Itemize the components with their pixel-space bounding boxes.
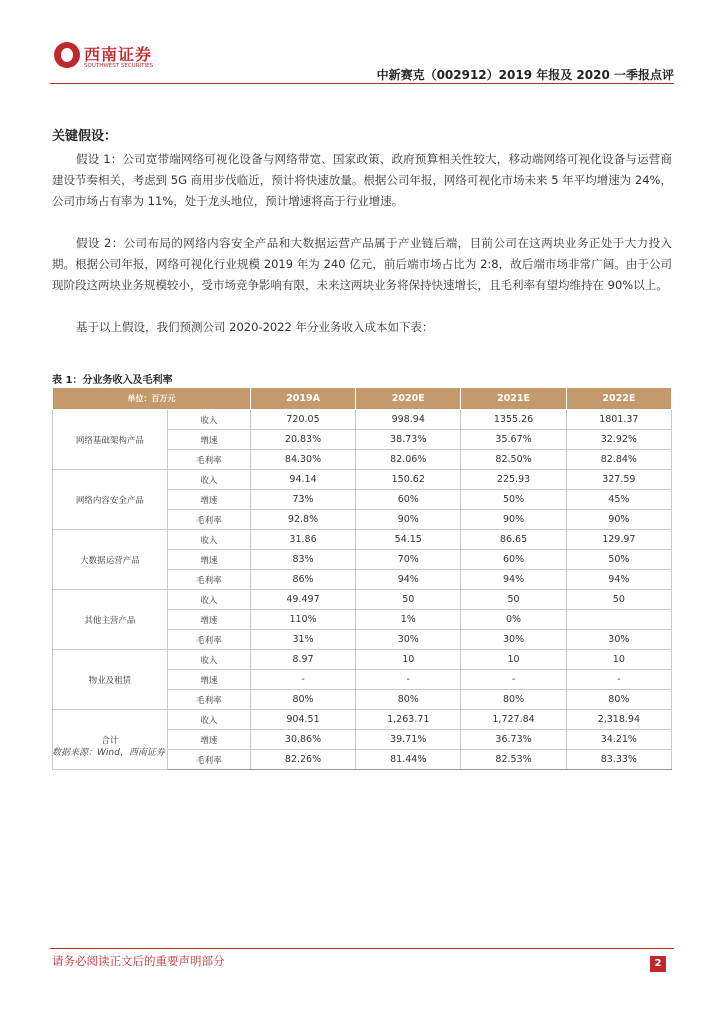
- value-cell: 83.33%: [566, 750, 671, 770]
- value-cell: 86.65: [461, 530, 566, 550]
- unit-header: 单位：百万元: [53, 388, 251, 410]
- value-cell: 82.06%: [356, 450, 461, 470]
- value-cell: 83%: [250, 550, 355, 570]
- value-cell: 94%: [356, 570, 461, 590]
- value-cell: 50%: [461, 490, 566, 510]
- value-cell: 82.53%: [461, 750, 566, 770]
- year-header: 2019A: [250, 388, 355, 410]
- value-cell: 20.83%: [250, 430, 355, 450]
- value-cell: [566, 610, 671, 630]
- logo-english-name: SOUTHWEST SECURITIES: [84, 63, 154, 69]
- value-cell: 30.86%: [250, 730, 355, 750]
- value-cell: 90%: [461, 510, 566, 530]
- value-cell: 70%: [356, 550, 461, 570]
- segment-name: 合计: [53, 710, 168, 770]
- metric-label: 毛利率: [167, 750, 250, 770]
- metric-label: 收入: [167, 530, 250, 550]
- metric-label: 增速: [167, 490, 250, 510]
- value-cell: 1,727.84: [461, 710, 566, 730]
- value-cell: 80%: [250, 690, 355, 710]
- metric-label: 收入: [167, 410, 250, 430]
- table-row: [53, 590, 672, 610]
- paragraph-assumption-2: 假设 2：公司布局的网络内容安全产品和大数据运营产品属于产业链后端，目前公司在这两块业务正处于大力投入期。根据公司年报，网络可视化行业规模 2019 年为 240 亿元，前后端市场占比为 2:8，故后端市场非常广阔。由于公司现阶段这两块业务规模较小，受市场竞争影响有限，未来这两块业务将保持快速增长，且毛利率有望均维持在 90%以上。: [52, 236, 672, 292]
- value-cell: 94%: [566, 570, 671, 590]
- value-cell: 86%: [250, 570, 355, 590]
- metric-label: 增速: [167, 430, 250, 450]
- year-header: 2020E: [356, 388, 461, 410]
- value-cell: 94%: [461, 570, 566, 590]
- value-cell: 94.14: [250, 470, 355, 490]
- value-cell: 225.93: [461, 470, 566, 490]
- value-cell: 904.51: [250, 710, 355, 730]
- table-row: [53, 530, 672, 550]
- disclaimer-notice: 请务必阅读正文后的重要声明部分: [52, 954, 225, 968]
- table-row: [53, 710, 672, 730]
- data-source: 数据来源：Wind，西南证券: [52, 748, 165, 758]
- value-cell: 60%: [461, 550, 566, 570]
- footer-divider: [50, 948, 674, 949]
- value-cell: 80%: [566, 690, 671, 710]
- value-cell: 1%: [356, 610, 461, 630]
- value-cell: 31%: [250, 630, 355, 650]
- value-cell: 82.50%: [461, 450, 566, 470]
- segment-name: 其他主营产品: [53, 590, 168, 650]
- metric-label: 增速: [167, 610, 250, 630]
- metric-label: 增速: [167, 670, 250, 690]
- segment-name: 网络内容安全产品: [53, 470, 168, 530]
- table-row: [53, 410, 672, 430]
- value-cell: 49.497: [250, 590, 355, 610]
- value-cell: 35.67%: [461, 430, 566, 450]
- value-cell: 84.30%: [250, 450, 355, 470]
- value-cell: 30%: [461, 630, 566, 650]
- metric-label: 收入: [167, 590, 250, 610]
- value-cell: 50: [356, 590, 461, 610]
- metric-label: 毛利率: [167, 690, 250, 710]
- logo-name: 西南证券: [84, 45, 153, 64]
- value-cell: 8.97: [250, 650, 355, 670]
- logo-mark-icon: [54, 42, 80, 68]
- value-cell: 50%: [566, 550, 671, 570]
- paragraph-forecast-intro: 基于以上假设，我们预测公司 2020-2022 年分业务收入成本如下表：: [76, 320, 434, 334]
- value-cell: -: [461, 670, 566, 690]
- value-cell: 31.86: [250, 530, 355, 550]
- metric-label: 毛利率: [167, 510, 250, 530]
- value-cell: 92.8%: [250, 510, 355, 530]
- value-cell: 90%: [356, 510, 461, 530]
- value-cell: 10: [356, 650, 461, 670]
- value-cell: -: [250, 670, 355, 690]
- value-cell: 110%: [250, 610, 355, 630]
- value-cell: 150.62: [356, 470, 461, 490]
- page-number: 2: [650, 956, 666, 972]
- table-row: [53, 650, 672, 670]
- header-divider: [50, 83, 674, 84]
- page-header: [50, 40, 674, 80]
- value-cell: 1801.37: [566, 410, 671, 430]
- value-cell: 0%: [461, 610, 566, 630]
- value-cell: 1,263.71: [356, 710, 461, 730]
- value-cell: -: [356, 670, 461, 690]
- metric-label: 增速: [167, 550, 250, 570]
- value-cell: 90%: [566, 510, 671, 530]
- value-cell: 10: [461, 650, 566, 670]
- value-cell: 50: [461, 590, 566, 610]
- metric-label: 毛利率: [167, 450, 250, 470]
- value-cell: 60%: [356, 490, 461, 510]
- value-cell: 54.15: [356, 530, 461, 550]
- value-cell: 81.44%: [356, 750, 461, 770]
- value-cell: 10: [566, 650, 671, 670]
- value-cell: 39.71%: [356, 730, 461, 750]
- value-cell: 32.92%: [566, 430, 671, 450]
- company-logo: [50, 40, 180, 76]
- table-header-row: [53, 388, 672, 410]
- metric-label: 收入: [167, 470, 250, 490]
- value-cell: 82.26%: [250, 750, 355, 770]
- segment-name: 网络基础架构产品: [53, 410, 168, 470]
- value-cell: 38.73%: [356, 430, 461, 450]
- value-cell: 82.84%: [566, 450, 671, 470]
- value-cell: 34.21%: [566, 730, 671, 750]
- table-row: [53, 470, 672, 490]
- value-cell: 36.73%: [461, 730, 566, 750]
- value-cell: -: [566, 670, 671, 690]
- value-cell: 2,318.94: [566, 710, 671, 730]
- table-caption: 表 1：分业务收入及毛利率: [52, 375, 173, 386]
- segment-revenue-table: [52, 387, 672, 770]
- value-cell: 720.05: [250, 410, 355, 430]
- value-cell: 30%: [356, 630, 461, 650]
- metric-label: 毛利率: [167, 570, 250, 590]
- paragraph-assumption-1: 假设 1：公司宽带端网络可视化设备与网络带宽、国家政策、政府预算相关性较大，移动端网络可视化设备与运营商建设节奏相关，考虑到 5G 商用步伐临近，预计将快速放量。根据公司年报，网络可视化市场未来 5 年平均增速为 24%，公司市场占有率为 11%，处于龙头地位，预计增速将高于行业增速。: [52, 152, 672, 208]
- segment-name: 大数据运营产品: [53, 530, 168, 590]
- metric-label: 毛利率: [167, 630, 250, 650]
- report-title: 中新赛克（002912）2019 年报及 2020 一季报点评: [376, 68, 674, 82]
- value-cell: 50: [566, 590, 671, 610]
- value-cell: 129.97: [566, 530, 671, 550]
- year-header: 2022E: [566, 388, 671, 410]
- value-cell: 73%: [250, 490, 355, 510]
- value-cell: 998.94: [356, 410, 461, 430]
- value-cell: 327.59: [566, 470, 671, 490]
- value-cell: 1355.26: [461, 410, 566, 430]
- section-title: 关键假设：: [52, 129, 118, 144]
- metric-label: 收入: [167, 650, 250, 670]
- value-cell: 80%: [461, 690, 566, 710]
- metric-label: 增速: [167, 730, 250, 750]
- value-cell: 30%: [566, 630, 671, 650]
- year-header: 2021E: [461, 388, 566, 410]
- value-cell: 45%: [566, 490, 671, 510]
- metric-label: 收入: [167, 710, 250, 730]
- value-cell: 80%: [356, 690, 461, 710]
- segment-name: 物业及租赁: [53, 650, 168, 710]
